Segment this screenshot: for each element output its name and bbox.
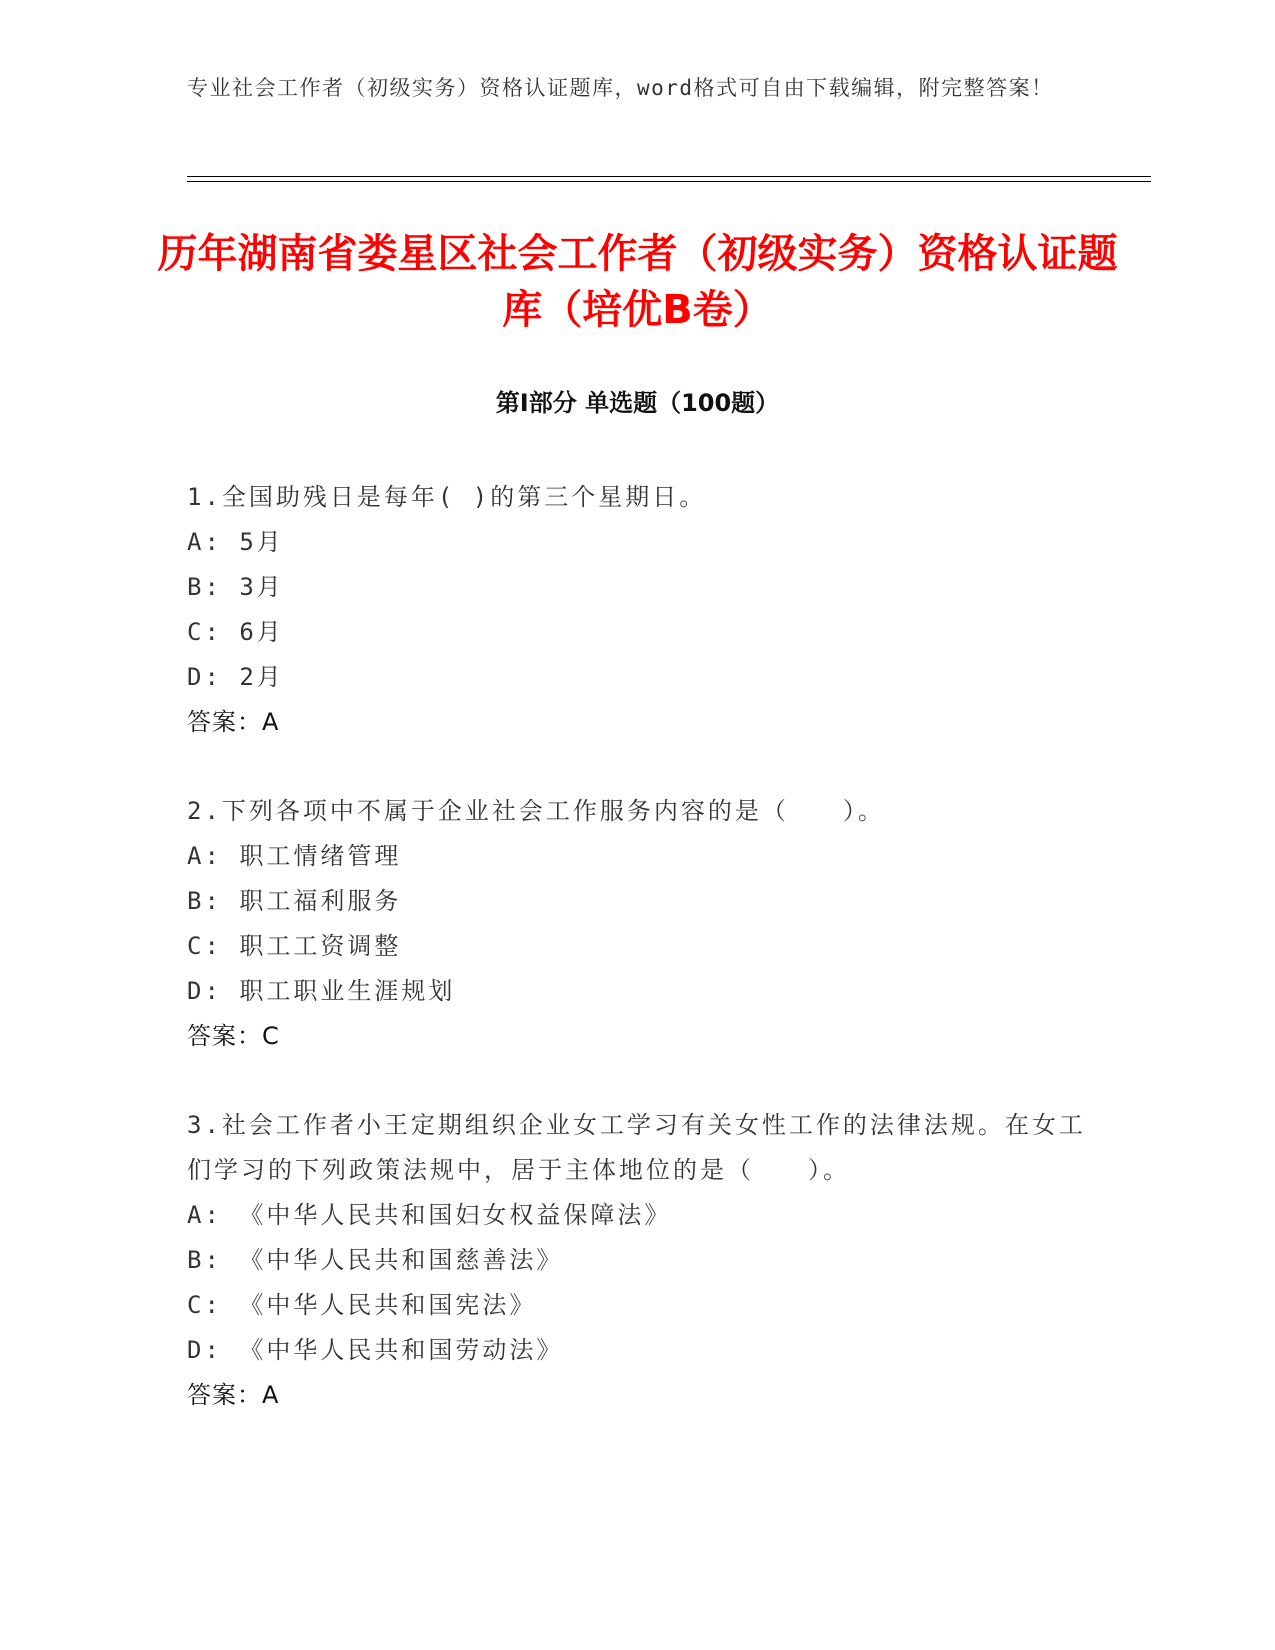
option-b: B: 《中华人民共和国慈善法》 (187, 1246, 564, 1274)
option-a: A: 职工情绪管理 (187, 842, 402, 870)
answer: 答案：A (187, 1381, 280, 1409)
question-2 (187, 789, 1087, 1059)
question-stem: 3.社会工作者小王定期组织企业女工学习有关女性工作的法律法规。在女工们学习的下列政策法规中，居于主体地位的是（ ）。 (187, 1111, 1086, 1184)
option-a: A: 5月 (187, 528, 284, 556)
document-title: 历年湖南省娄星区社会工作者（初级实务）资格认证题库（培优B卷） (157, 231, 1118, 333)
section-heading: 第I部分 单选题（100题） (495, 389, 780, 417)
question-1 (187, 475, 1087, 745)
answer: 答案：A (187, 708, 280, 736)
option-c: C: 6月 (187, 618, 284, 646)
option-c: C: 《中华人民共和国宪法》 (187, 1291, 537, 1319)
option-b: B: 3月 (187, 573, 284, 601)
option-b: B: 职工福利服务 (187, 887, 402, 915)
option-d: D: 《中华人民共和国劳动法》 (187, 1336, 564, 1364)
header-rule-bottom (187, 181, 1151, 182)
option-d: D: 职工职业生涯规划 (187, 977, 456, 1005)
question-3 (187, 1103, 1087, 1418)
header-note: 专业社会工作者（初级实务）资格认证题库，word格式可自由下载编辑，附完整答案！ (187, 76, 1054, 100)
question-stem: 1.全国助残日是每年( )的第三个星期日。 (187, 483, 707, 511)
answer: 答案：C (187, 1022, 280, 1050)
option-d: D: 2月 (187, 663, 284, 691)
option-c: C: 职工工资调整 (187, 932, 402, 960)
question-stem: 2.下列各项中不属于企业社会工作服务内容的是（ ）。 (187, 797, 885, 825)
header-rule-top (187, 176, 1151, 177)
question-list (187, 475, 1087, 1462)
option-a: A: 《中华人民共和国妇女权益保障法》 (187, 1201, 672, 1229)
